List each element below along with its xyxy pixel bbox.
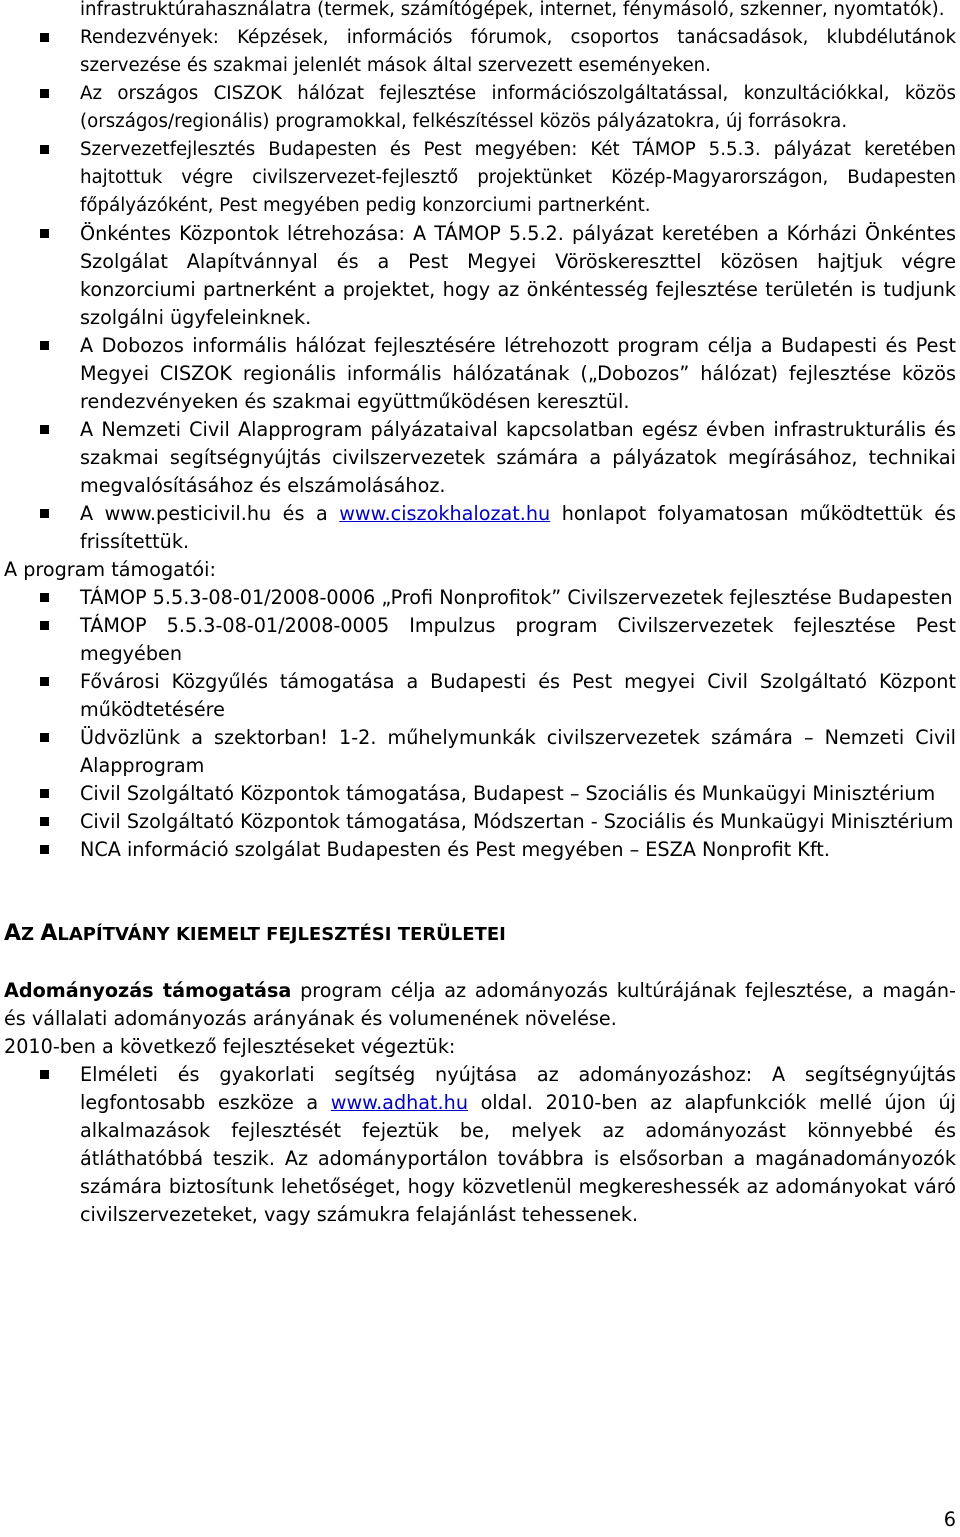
list-item (4, 24, 956, 80)
bullet-square-icon (40, 425, 49, 434)
adhat-link[interactable]: www.adhat.hu (330, 1091, 468, 1114)
bullet-square-icon (40, 229, 49, 238)
list-item-text: Önkéntes Központok létrehozása: A TÁMOP 5.5.2. pályázat keretében a Kórházi Önkéntes Szolgálat Alapítvánnyal és a Pest Megyei Vöröskereszttel közösen hajtjuk végre konzorciumi partnerként a projektet, hogy az önkéntesség fejlesztése területén is tudjunk szolgálni ügyfeleinknek. (80, 222, 956, 329)
text-fragment: oldal. 2010-ben az alapfunkciók mellé újon új alkalmazások fejlesztését fejeztük be, melyek az adományozást könnyebbé és átláthatóbbá teszik. Az adományportálon továbbra is elsősorban a magánadományozók számára biztosítunk lehetőséget, hogy közvetlenül megkereshessék az adományokat váró civilszervezeteket, vagy számukra felajánlást tehessenek. (80, 1091, 956, 1226)
donation-title: Adományozás támogatása (4, 979, 292, 1002)
bullet-square-icon (40, 341, 49, 350)
list-item-text: Üdvözlünk a szektorban! 1-2. műhelymunkák civilszervezetek számára – Nemzeti Civil Alapprogram (80, 726, 956, 777)
heading-initial: A (40, 921, 58, 946)
list-item (4, 80, 956, 136)
donation-paragraph (4, 977, 956, 1033)
list-item (4, 808, 956, 836)
bullet-square-icon (40, 33, 49, 42)
ciszokhalozat-link[interactable]: www.ciszokhalozat.hu (339, 502, 551, 525)
bullet-square-icon (40, 509, 49, 518)
text-fragment: program célja az adományozás kultúrájának fejlesztése, a magán- és vállalati adományozás arányának és volumenének növelése. (4, 979, 956, 1030)
list-item (4, 0, 956, 24)
list-item (4, 332, 956, 416)
list-item-text: Fővárosi Közgyűlés támogatása a Budapesti és Pest megyei Civil Szolgáltató Központ működtetésére (80, 670, 956, 721)
bullet-square-icon (40, 817, 49, 826)
list-item (4, 780, 956, 808)
list-item-text: Az országos CISZOK hálózat fejlesztése információszolgáltatással, konzultációkkal, közös (országos/regionális) programokkal, felkészítéssel közös pályázatokra, új forrásokra. (80, 83, 956, 132)
text-fragment: A www.pesticivil.hu és a (80, 502, 340, 525)
bullet-square-icon (40, 621, 49, 630)
developments-intro: 2010-ben a következő fejlesztéseket végeztük: (4, 1035, 456, 1058)
heading-fragment: LAPÍTVÁNY KIEMELT FEJLESZTÉSI TERÜLETEI (57, 924, 506, 945)
list-item-text: TÁMOP 5.5.3-08-01/2008-0005 Impulzus program Civilszervezetek fejlesztése Pest megyében (80, 614, 956, 665)
list-item (4, 500, 956, 556)
list-item (4, 1061, 956, 1229)
list-item (4, 584, 956, 612)
heading-fragment: Z (21, 924, 41, 945)
bullet-square-icon (40, 1070, 49, 1079)
list-item (4, 668, 956, 724)
list-item-text (80, 500, 956, 556)
list-item (4, 612, 956, 668)
text-fragment: Elméleti és gyakorlati segítség nyújtása az adományozáshoz: A segítségnyújtás legfontosabb eszköze a (80, 1063, 956, 1114)
supporters-heading: A program támogatói: (4, 558, 216, 581)
list-item (4, 136, 956, 220)
bullet-square-icon (40, 593, 49, 602)
bullet-square-icon (40, 145, 49, 154)
list-item-text: TÁMOP 5.5.3-08-01/2008-0006 „Profi Nonprofitok” Civilszervezetek fejlesztése Budapesten (80, 586, 953, 609)
list-item (4, 416, 956, 500)
bullet-square-icon (40, 677, 49, 686)
document-page (4, 0, 956, 1229)
bullet-square-icon (40, 789, 49, 798)
list-item-text: Civil Szolgáltató Központok támogatása, Budapest – Szociális és Munkaügyi Minisztérium (80, 782, 936, 805)
list-item-text: NCA információ szolgálat Budapesten és Pest megyében – ESZA Nonprofit Kft. (80, 838, 830, 861)
bullet-square-icon (40, 89, 49, 98)
bullet-square-icon (40, 733, 49, 742)
list-item (4, 724, 956, 780)
text-line: infrastruktúrahasználatra (termek, számítógépek, internet, fénymásoló, szkenner, nyomtatók). (80, 0, 945, 20)
list-item-text: Szervezetfejlesztés Budapesten és Pest megyében: Két TÁMOP 5.5.3. pályázat keretében hajtottuk végre civilszervezet-fejlesztő projektünket Közép-Magyarországon, Budapesten főpályázóként, Pest megyében pedig konzorciumi partnerként. (80, 139, 956, 216)
list-item-text: Rendezvények: Képzések, információs fórumok, csoportos tanácsadások, klubdélutánok szervezése és szakmai jelenlét mások által szervezett eseményeken. (80, 27, 956, 76)
page-number: 6 (943, 1508, 956, 1531)
spacer (4, 864, 956, 920)
heading-initial: A (4, 921, 22, 946)
text-fragment: honlapot folyamatosan működtettük és frissítettük. (80, 502, 956, 553)
bullet-square-icon (40, 845, 49, 854)
list-item (4, 836, 956, 864)
list-item-text: A Dobozos informális hálózat fejlesztésére létrehozott program célja a Budapesti és Pest Megyei CISZOK regionális informális hálózatának („Dobozos” hálózat) fejlesztése közös rendezvényeken és szakmai együttműködésen keresztül. (80, 334, 956, 413)
spacer (4, 949, 956, 977)
list-item-text: A Nemzeti Civil Alapprogram pályázataival kapcsolatban egész évben infrastrukturális és szakmai segítségnyújtás civilszervezetek számára a pályázatok megírásához, technikai megvalósításához és elszámolásához. (80, 418, 956, 497)
list-item (4, 220, 956, 332)
list-item-text: Civil Szolgáltató Központok támogatása, Módszertan - Szociális és Munkaügyi Minisztérium (80, 810, 954, 833)
list-item-text (80, 1061, 956, 1229)
section-heading (4, 920, 956, 949)
